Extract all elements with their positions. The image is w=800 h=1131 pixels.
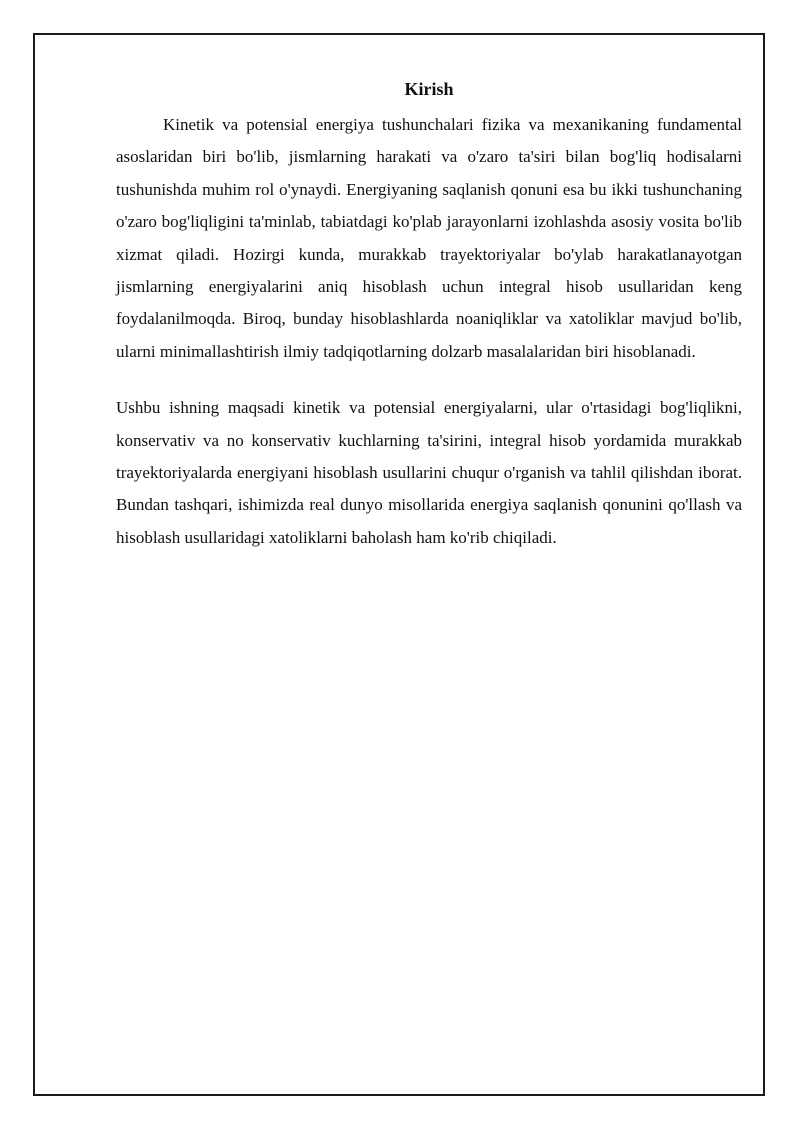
document-body [116, 75, 742, 554]
section-title: Kirish [404, 79, 454, 99]
paragraph-intro: Kinetik va potensial energiya tushunchalari fizika va mexanikaning fundamental asoslaridan biri bo'lib, jismlarning harakati va o'zaro ta'siri bilan bog'liq hodisalarni tushunishda muhim rol o'ynaydi. Energiyaning saqlanish qonuni esa bu ikki tushunchaning o'zaro bog'liqligini ta'minlab, tabiatdagi ko'plab jarayonlarni izohlashda asosiy vosita bo'lib xizmat qiladi. Hozirgi kunda, murakkab trayektoriyalar bo'ylab harakatlanayotgan jismlarning energiyalarini aniq hisoblash uchun integral hisob usullaridan keng foydalanilmoqda. Biroq, bunday hisoblashlarda noaniqliklar va xatoliklar mavjud bo'lib, ularni minimallashtirish ilmiy tadqiqotlarning dolzarb masalalaridan biri hisoblanadi. [116, 115, 742, 361]
paragraph-goal: Ushbu ishning maqsadi kinetik va potensial energiyalarni, ular o'rtasidagi bog'liqlikni, konservativ va no konservativ kuchlarning ta'sirini, integral hisob yordamida murakkab trayektoriyalarda energiyani hisoblash usullarini chuqur o'rganish va tahlil qilishdan iborat. Bundan tashqari, ishimizda real dunyo misollarida energiya saqlanish qonunini qo'llash va hisoblash usullaridagi xatoliklarni baholash ham ko'rib chiqiladi. [116, 398, 742, 547]
